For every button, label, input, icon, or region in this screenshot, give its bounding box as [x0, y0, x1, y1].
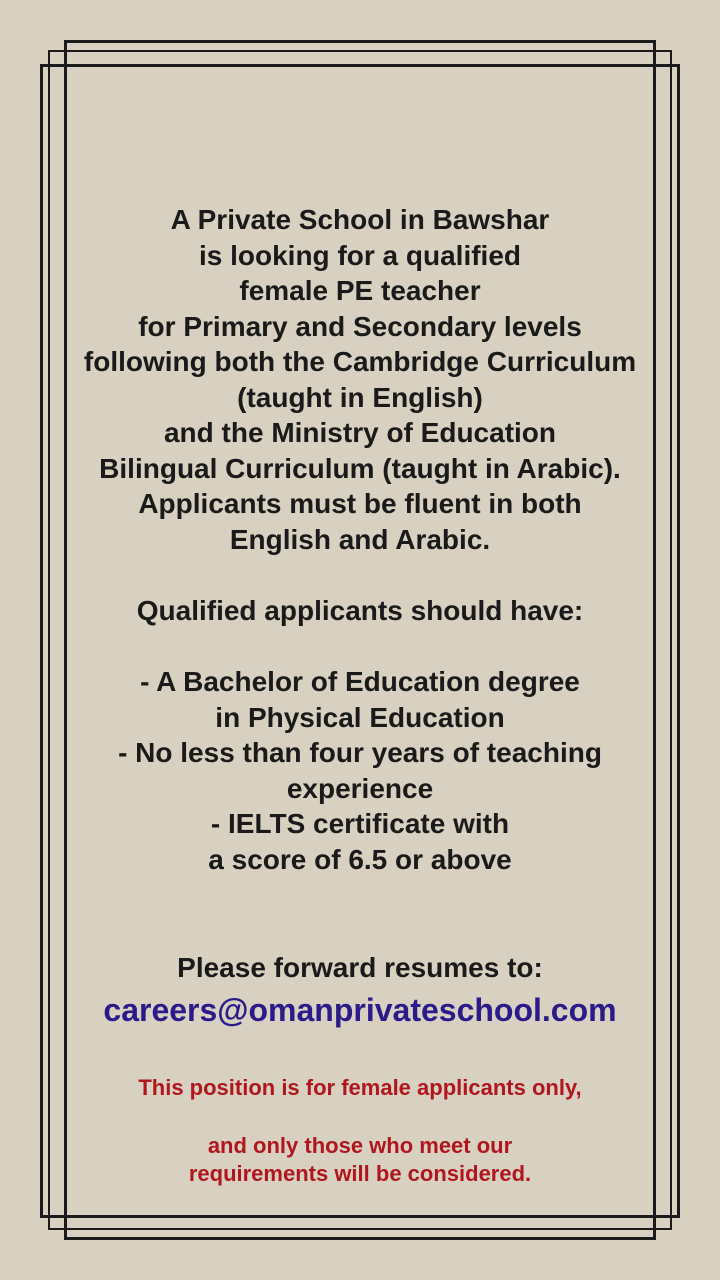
description-line: English and Arabic.: [229, 523, 491, 555]
qualification-line: experience: [286, 772, 434, 804]
requirements-notice: [50, 1132, 670, 1188]
description-line: and the Ministry of Education: [163, 417, 556, 448]
contact-email[interactable]: careers@omanprivateschool.com: [103, 992, 617, 1028]
qualifications-heading: Qualified applicants should have:: [136, 595, 584, 626]
description-line: Bilingual Curriculum (taught in Arabic).: [99, 452, 621, 484]
notice-line: requirements will be considered.: [188, 1161, 532, 1186]
qualifications-list: [50, 664, 670, 877]
description-line: for Primary and Secondary levels: [138, 310, 582, 342]
qualification-line: a score of 6.5 or above: [208, 843, 512, 875]
contact-prompt: Please forward resumes to:: [177, 952, 543, 983]
qualification-line: - No less than four years of teaching: [118, 737, 602, 768]
description-line: female PE teacher: [239, 275, 481, 306]
notice-line: and only those who meet our: [207, 1133, 513, 1158]
description-line: is looking for a qualified: [198, 239, 522, 271]
job-description: [50, 202, 670, 557]
description-line: A Private School in Bawshar: [170, 204, 550, 235]
qualification-line: in Physical Education: [215, 701, 505, 733]
female-only-notice: This position is for female applicants only,: [138, 1075, 582, 1100]
qualification-line: - A Bachelor of Education degree: [140, 666, 580, 697]
qualification-line: - IELTS certificate with: [210, 808, 510, 839]
description-line: following both the Cambridge Curriculum: [83, 346, 637, 377]
description-line: Applicants must be fluent in both: [138, 488, 582, 519]
description-line: (taught in English): [237, 381, 483, 413]
